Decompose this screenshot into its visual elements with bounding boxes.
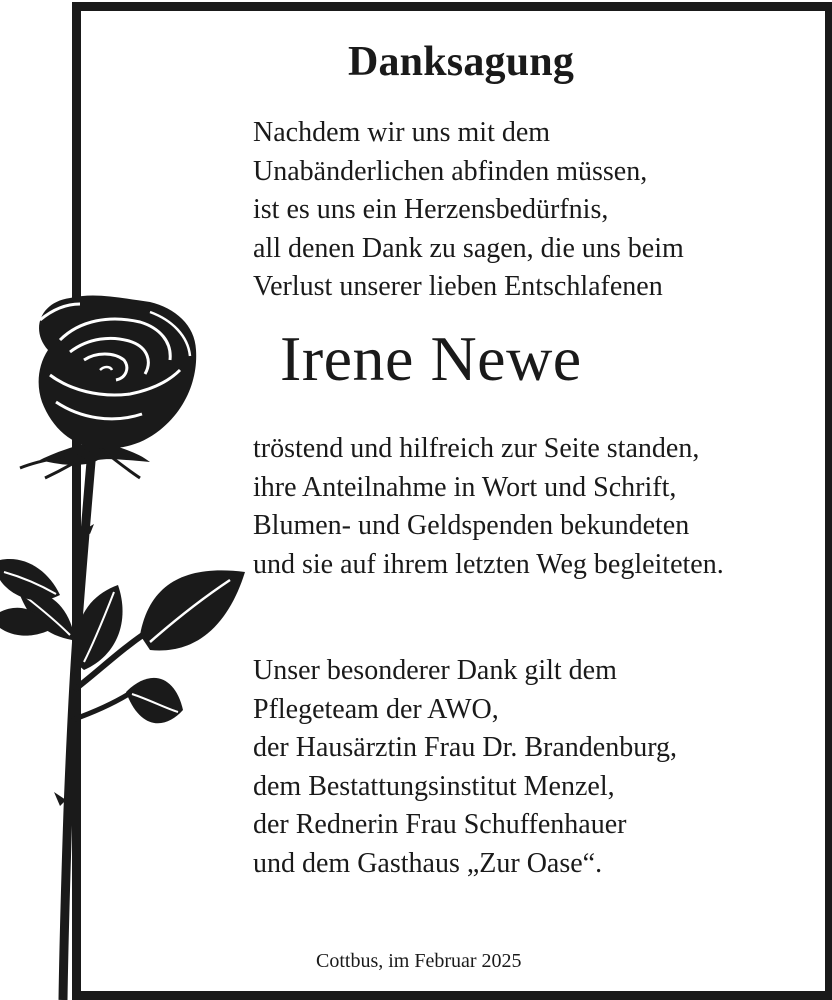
intro-line: all denen Dank zu sagen, die uns beim — [253, 232, 684, 264]
deceased-name: Irene Newe — [280, 323, 582, 394]
rose-icon — [0, 290, 250, 1000]
support-paragraph — [253, 430, 724, 584]
thanks-line: und dem Gasthaus „Zur Oase“. — [253, 847, 603, 879]
support-line: ihre Anteilnahme in Wort und Schrift, — [253, 471, 677, 503]
support-line: Blumen- und Geldspenden bekundeten — [253, 510, 690, 541]
intro-line: Verlust unserer lieben Entschlafenen — [253, 271, 663, 302]
thanks-line: Unser besonderer Dank gilt dem — [253, 655, 617, 686]
support-line: tröstend und hilfreich zur Seite standen, — [253, 433, 700, 464]
thanks-line: der Rednerin Frau Schuffenhauer — [253, 809, 627, 840]
intro-line: ist es uns ein Herzensbedürfnis, — [253, 194, 609, 225]
thanks-paragraph — [253, 652, 677, 883]
intro-line: Nachdem wir uns mit dem — [253, 117, 551, 148]
intro-line: Unabänderlichen abfinden müssen, — [253, 155, 648, 187]
support-line: und sie auf ihrem letzten Weg begleiteten. — [253, 548, 724, 580]
intro-paragraph — [253, 114, 684, 307]
thanks-line: dem Bestattungsinstitut Menzel, — [253, 770, 615, 802]
thanks-line: Pflegeteam der AWO, — [253, 693, 499, 725]
place-date: Cottbus, im Februar 2025 — [316, 950, 522, 972]
thanks-line: der Hausärztin Frau Dr. Brandenburg, — [253, 732, 678, 763]
page-title: Danksagung — [347, 39, 575, 85]
